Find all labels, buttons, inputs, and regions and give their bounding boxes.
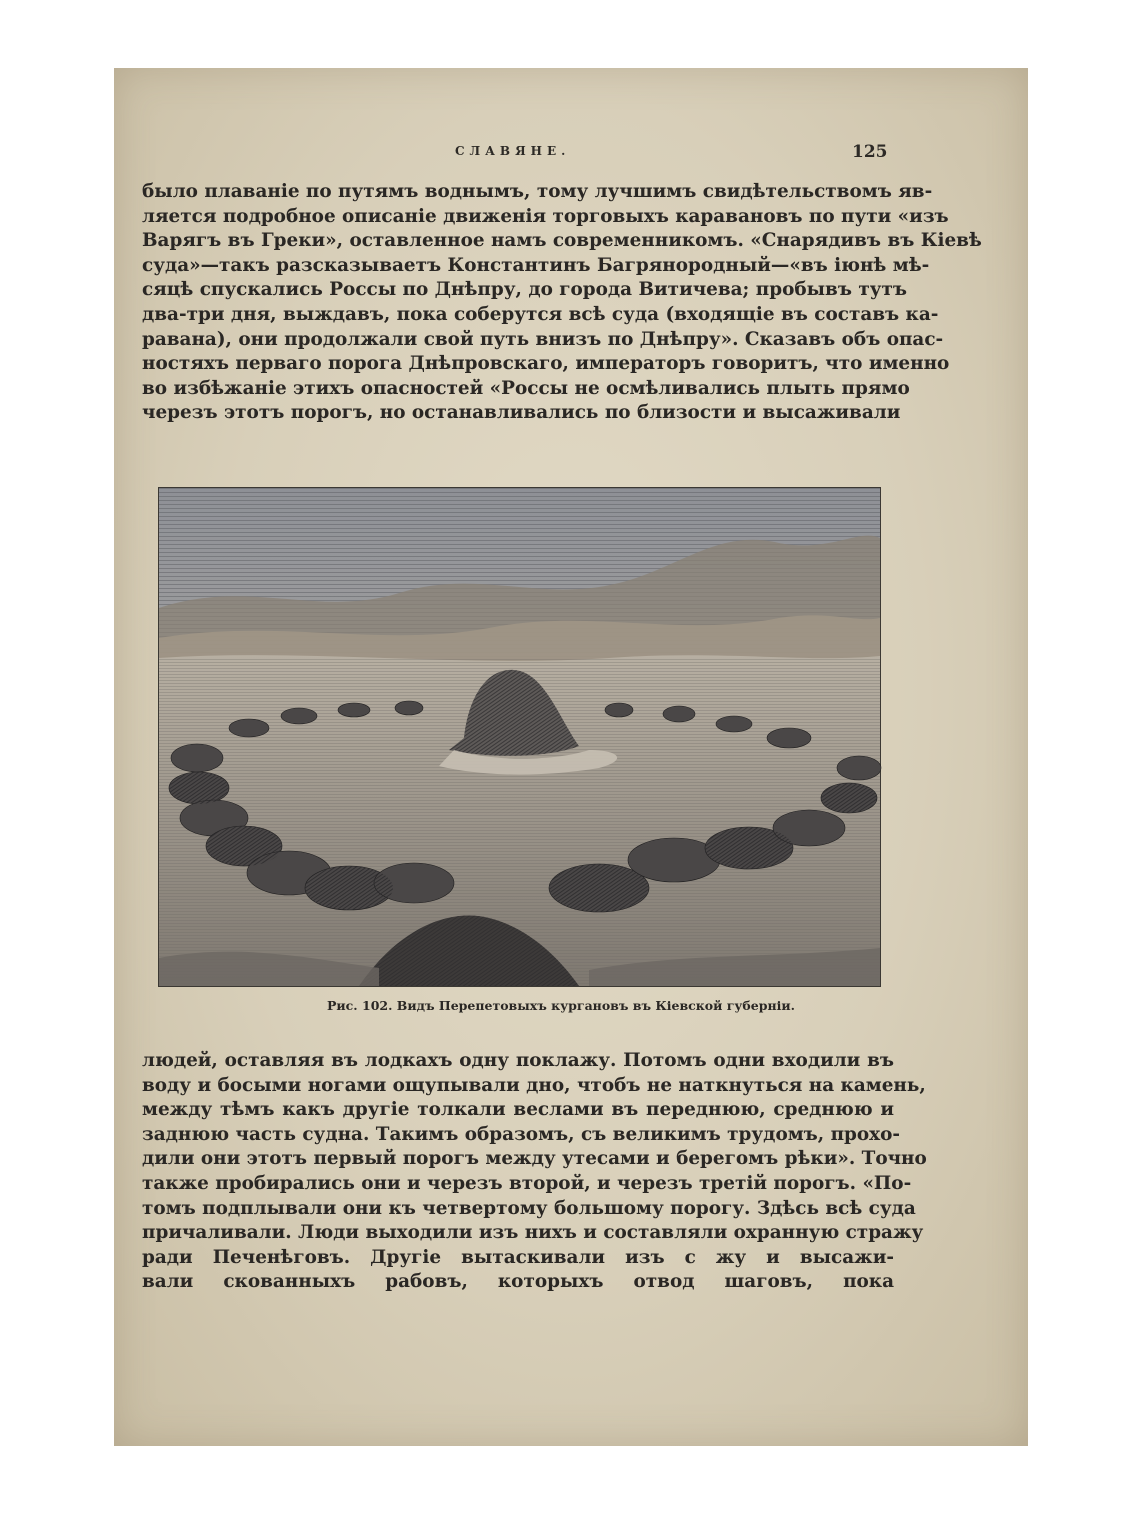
figure-caption (0, 998, 1140, 1013)
kurgan-landscape-engraving (159, 488, 880, 986)
text-line: заднюю часть судна. Такимъ образомъ, съ великимъ трудомъ, прохо- (142, 1123, 901, 1145)
engraving-illustration (158, 487, 881, 987)
text-line: черезъ этотъ порогъ, но останавливались по близости и высаживали (142, 402, 901, 424)
text-line: ляется подробное описаніе движенія торговыхъ каравановъ по пути «изъ (142, 205, 949, 227)
page-number: 125 (852, 142, 888, 162)
text-line: суда»—такъ разсказываетъ Константинъ Багрянородный—«въ іюнѣ мѣ- (142, 254, 930, 276)
text-line: было плаваніе по путямъ воднымъ, тому лучшимъ свидѣтельствомъ яв- (142, 181, 933, 202)
text-line: воду и босыми ногами ощупывали дно, чтобъ не наткнуться на камень, (142, 1074, 926, 1096)
text-line: томъ подплывали они къ четвертому большому порогу. Здѣсь всѣ суда (142, 1197, 916, 1219)
text-line: ради Печенѣговъ. Другіе вытаскивали изъ с жу и высажи- (142, 1246, 894, 1268)
text-line: сяцѣ спускались Россы по Днѣпру, до города Витичева; пробывъ тутъ (142, 279, 907, 301)
text-line: во избѣжаніе этихъ опасностей «Россы не осмѣливались плыть прямо (142, 377, 910, 399)
text-line: также пробирались они и черезъ второй, и черезъ третій порогъ. «По- (142, 1172, 912, 1194)
text-line: равана), они продолжали свой путь внизъ по Днѣпру». Сказавъ объ опас- (142, 328, 944, 350)
text-line: между тѣмъ какъ другіе толкали веслами въ переднюю, среднюю и (142, 1099, 894, 1121)
text-block-top (142, 180, 982, 426)
chapter-title: СЛАВЯНЕ. (455, 144, 571, 158)
running-head (0, 142, 1140, 166)
caption-text: Рис. 102. Видъ Перепетовыхъ кургановъ въ Кіевской губерніи. (327, 998, 795, 1013)
text-line: два-три дня, выждавъ, пока соберутся всѣ суда (входящіе въ составъ ка- (142, 303, 939, 325)
text-line: дили они этотъ первый порогъ между утесами и берегомъ рѣки». Точно (142, 1148, 927, 1170)
text-line: причаливали. Люди выходили изъ нихъ и составляли охранную стражу (142, 1222, 924, 1244)
text-line: вали скованныхъ рабовъ, которыхъ отвод шаговъ, пока (142, 1271, 894, 1293)
text-line: ностяхъ перваго порога Днѣпровскаго, императоръ говоритъ, что именно (142, 353, 950, 375)
text-line: Варягъ въ Греки», оставленное намъ современникомъ. «Снарядивъ въ Кіевѣ (142, 230, 982, 252)
text-block-bottom (142, 1049, 927, 1295)
text-line: людей, оставляя въ лодкахъ одну поклажу. Потомъ одни входили въ (142, 1050, 894, 1071)
